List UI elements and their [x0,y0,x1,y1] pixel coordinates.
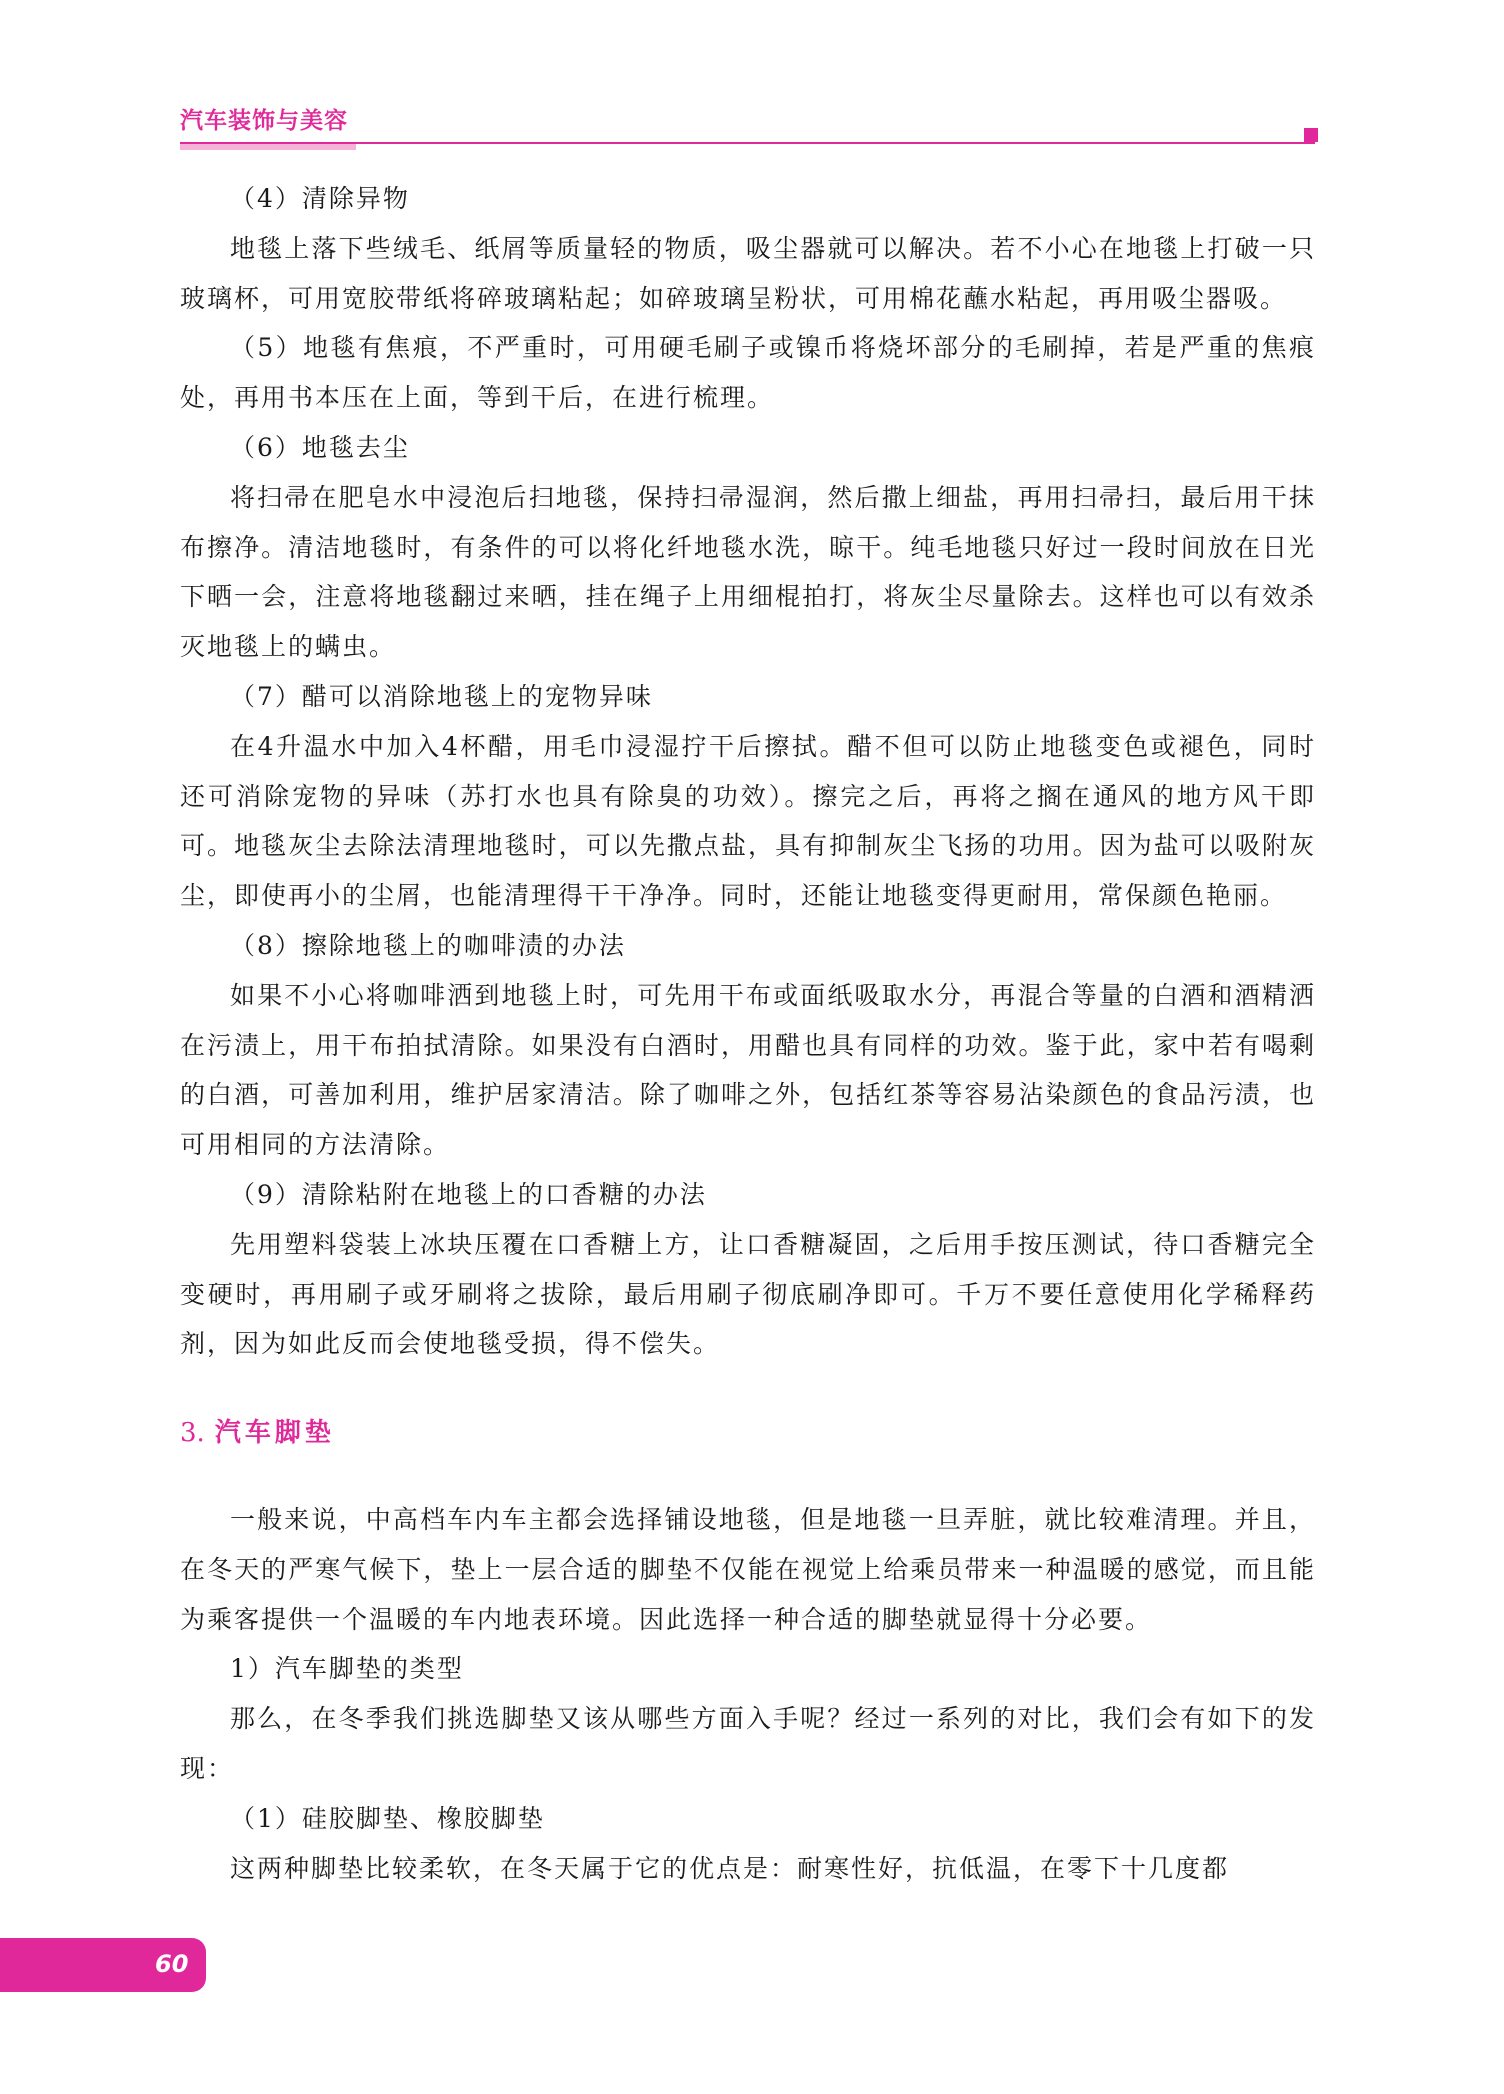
body-paragraph: 在4升温水中加入4杯醋，用毛巾浸湿拧干后擦拭。醋不但可以防止地毯变色或褪色，同时还可消除宠物的异味（苏打水也具有除臭的功效）。擦完之后，再将之搁在通风的地方风干即可。地毯灰尘去除法清理地毯时，可以先撒点盐，具有抑制灰尘飞扬的功用。因为盐可以吸附灰尘，即使再小的尘屑，也能清理得干干净净。同时，还能让地毯变得更耐用，常保颜色艳丽。 [180,731,1316,911]
section-heading [180,1409,1316,1459]
section-number: 3. [180,1418,205,1449]
header-square-marker [1304,128,1318,142]
body-paragraph: 将扫帚在肥皂水中浸泡后扫地毯，保持扫帚湿润，然后撒上细盐，再用扫帚扫，最后用干抹布擦净。清洁地毯时，有条件的可以将化纤地毯水洗，晾干。纯毛地毯只好过一段时间放在日光下晒一会，注意将地毯翻过来晒，挂在绳子上用细棍拍打，将灰尘尽量除去。这样也可以有效杀灭地毯上的螨虫。 [180,482,1316,662]
item-heading: （4）清除异物 [230,184,410,213]
running-header: 汽车装饰与美容 [180,108,348,134]
item-heading: （7）醋可以消除地毯上的宠物异味 [230,681,653,711]
item-heading: （8）擦除地毯上的咖啡渍的办法 [230,930,626,960]
body-paragraph: 先用塑料袋装上冰块压覆在口香糖上方，让口香糖凝固，之后用手按压测试，待口香糖完全变硬时，再用刷子或牙刷将之拔除，最后用刷子彻底刷净即可。千万不要任意使用化学稀释药剂，因为如此反而会使地毯受损，得不偿失。 [180,1229,1316,1359]
page-body [180,174,1316,1893]
body-paragraph: 一般来说，中高档车内车主都会选择铺设地毯，但是地毯一旦弄脏，就比较难清理。并且，在冬天的严寒气候下，垫上一层合适的脚垫不仅能在视觉上给乘员带来一种温暖的感觉，而且能为乘客提供一个温暖的车内地表环境。因此选择一种合适的脚垫就显得十分必要。 [180,1504,1316,1634]
item-heading: （1）硅胶脚垫、橡胶脚垫 [230,1803,545,1833]
subsection-heading: 1）汽车脚垫的类型 [230,1654,464,1684]
body-paragraph: 地毯上落下些绒毛、纸屑等质量轻的物质，吸尘器就可以解决。若不小心在地毯上打破一只玻璃杯，可用宽胶带纸将碎玻璃粘起；如碎玻璃呈粉状，可用棉花蘸水粘起，再用吸尘器吸。 [180,233,1316,313]
item-heading: （5）地毯有焦痕，不严重时，可用硬毛刷子或镍币将烧坏部分的毛刷掉，若是严重的焦痕处，再用书本压在上面，等到干后，在进行梳理。 [180,333,1316,413]
item-heading: （6）地毯去尘 [230,432,410,462]
section-title: 汽车脚垫 [214,1418,335,1449]
page-number: 60 [155,1950,189,1978]
body-paragraph: 如果不小心将咖啡洒到地毯上时，可先用干布或面纸吸取水分，再混合等量的白酒和酒精洒在污渍上，用干布拍拭清除。如果没有白酒时，用醋也具有同样的功效。鉴于此，家中若有喝剩的白酒，可善加利用，维护居家清洁。除了咖啡之外，包括红茶等容易沾染颜色的食品污渍，也可用相同的方法清除。 [180,980,1316,1160]
item-heading: （9）清除粘附在地毯上的口香糖的办法 [230,1179,707,1209]
body-paragraph: 那么，在冬季我们挑选脚垫又该从哪些方面入手呢？经过一系列的对比，我们会有如下的发现： [180,1704,1316,1783]
header-tab-bar [180,144,356,150]
body-paragraph: 这两种脚垫比较柔软，在冬天属于它的优点是：耐寒性好，抗低温，在零下十几度都 [230,1853,1230,1883]
